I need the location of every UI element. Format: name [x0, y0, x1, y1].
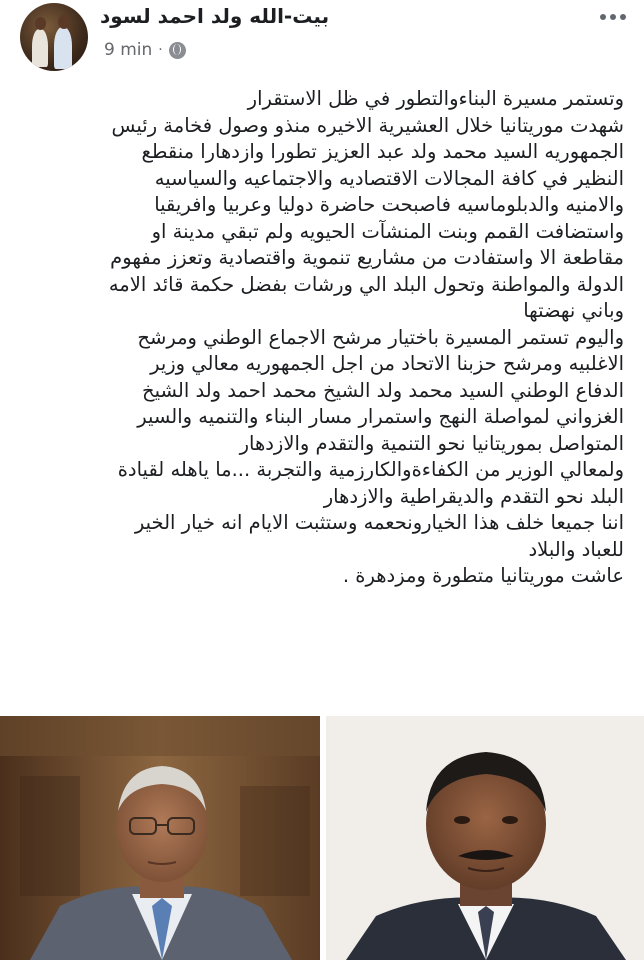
post-text	[10, 86, 624, 590]
post-line: ولمعالي الوزير من الكفاءةوالكارزمية والتجربة ...ما ياهله لقيادة	[117, 458, 624, 481]
post-line: وباني نهضتها	[523, 299, 624, 322]
author-avatar[interactable]	[20, 3, 88, 71]
photo-right-art	[326, 716, 644, 960]
post-line: مقاطعة الا واستفادت من مشاريع تنموية واقتصادية وتعزز مفهوم	[110, 246, 624, 269]
globe-icon[interactable]	[169, 42, 186, 59]
post-line: الدفاع الوطني السيد محمد ولد الشيخ محمد احمد ولد الشيخ	[142, 378, 624, 402]
post-line: والامنيه والدبلوماسيه فاصبحت حاضرة دوليا وعربيا وافريقيا	[154, 193, 624, 216]
post-meta	[104, 40, 186, 60]
post-line: وتستمر مسيرة البناءوالتطور في ظل الاستقرار	[247, 87, 624, 110]
post-line: الجمهوريه السيد محمد ولد عبد العزيز تطورا وازدهارا منقطع	[141, 140, 624, 163]
post-line: اننا جميعا خلف هذا الخيارونحعمه وستثبت الايام انه خيار الخير	[134, 511, 624, 534]
more-dots-icon[interactable]	[600, 14, 626, 20]
post-line: واليوم تستمر المسيرة باختيار مرشح الاجماع الوطني ومرشح	[137, 325, 624, 349]
post-line: للعباد والبلاد	[528, 537, 624, 561]
avatar-figure	[32, 29, 48, 67]
author-name[interactable]: بيت-الله ولد احمد لسود	[100, 4, 330, 28]
photo-right[interactable]	[326, 716, 644, 960]
photo-left-art	[0, 716, 320, 960]
post-line: الدولة والمواطنة وتحول البلد الي ورشات بفضل حكمة قائد الامه	[108, 272, 624, 296]
avatar-figure-head	[58, 15, 70, 29]
post-line: النظير في كافة المجالات الاقتصاديه والاجتماعيه والسياسيه	[154, 166, 624, 190]
photo-left[interactable]	[0, 716, 320, 960]
post-time[interactable]: 9 min	[104, 40, 153, 60]
meta-separator: ·	[158, 42, 163, 58]
post-line: عاشت موريتانيا متطورة ومزدهرة .	[342, 564, 624, 587]
post-line: المتواصل بموريتانيا نحو التنمية والتقدم والازدهار	[239, 431, 624, 455]
post-line: شهدت موريتانيا خلال العشيرية الاخيره منذو وصول فخامة رئيس	[111, 113, 624, 137]
post-line: الاغلبيه ومرشح حزبنا الاتحاد من اجل الجمهوريه معالي وزير	[150, 352, 624, 375]
post-line: البلد نحو التقدم والديقراطية والازدهار	[323, 484, 624, 508]
avatar-figure	[54, 27, 72, 69]
post-header	[0, 0, 644, 80]
avatar-figure-head	[35, 17, 46, 30]
post-line: واستضافت القمم وبنت المنشآت الحيويه ولم تبقي مدينة او	[151, 219, 624, 243]
post-photos	[0, 716, 644, 960]
post-line: الغزواني لمواصلة النهج واستمرار مسار البناء والتنميه والسير	[137, 405, 624, 428]
